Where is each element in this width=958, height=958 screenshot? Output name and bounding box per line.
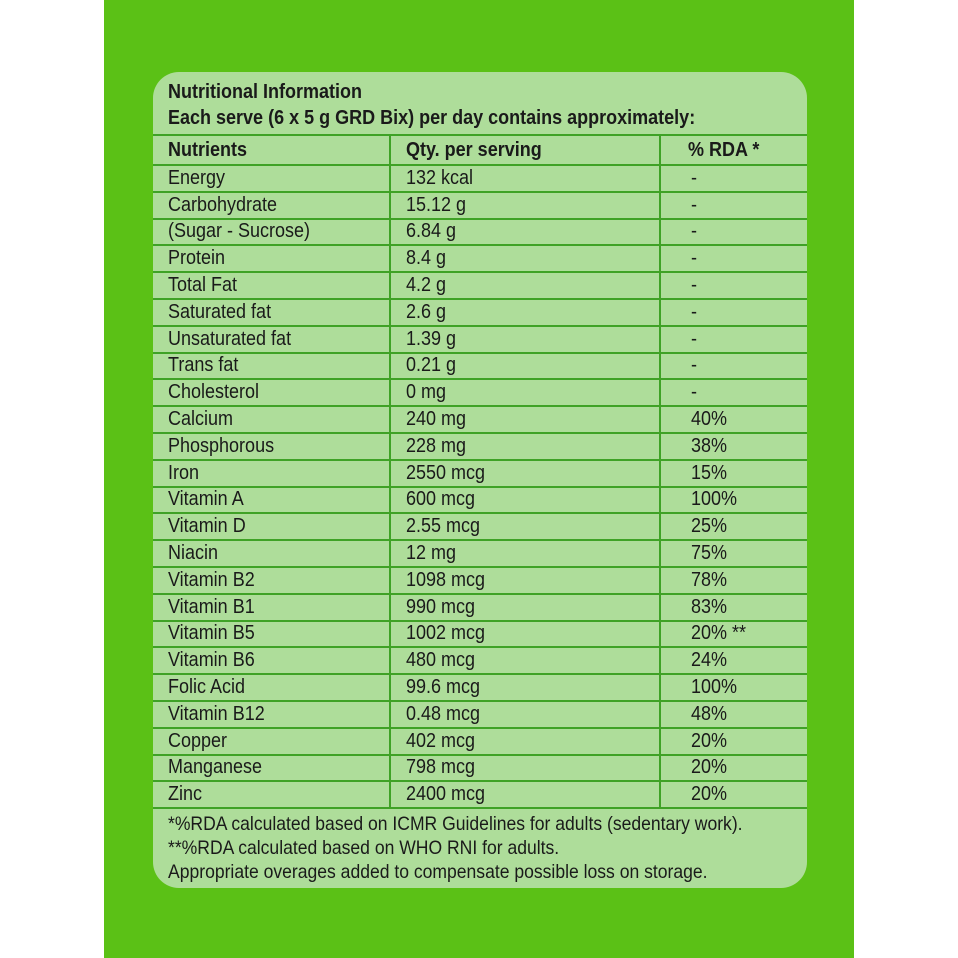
table-row bbox=[153, 406, 807, 433]
cell-nutrient: Zinc bbox=[153, 781, 390, 808]
table-row bbox=[153, 245, 807, 272]
nutrition-panel bbox=[153, 72, 807, 888]
table-header-row bbox=[153, 135, 807, 165]
cell-qty: 6.84 g bbox=[390, 219, 660, 246]
footnote-overages: Appropriate overages added to compensate possible loss on storage. bbox=[168, 861, 708, 883]
cell-qty: 8.4 g bbox=[390, 245, 660, 272]
cell-nutrient: Folic Acid bbox=[153, 674, 390, 701]
cell-qty: 132 kcal bbox=[390, 165, 660, 192]
cell-rda: - bbox=[660, 299, 807, 326]
cell-qty: 0.21 g bbox=[390, 353, 660, 380]
cell-rda: 100% bbox=[660, 674, 807, 701]
nutrition-heading bbox=[168, 79, 695, 131]
cell-rda: 20% bbox=[660, 728, 807, 755]
table-row bbox=[153, 272, 807, 299]
cell-rda: 15% bbox=[660, 460, 807, 487]
cell-qty: 2400 mcg bbox=[390, 781, 660, 808]
cell-qty: 1098 mcg bbox=[390, 567, 660, 594]
cell-rda: 20% bbox=[660, 755, 807, 782]
cell-qty: 15.12 g bbox=[390, 192, 660, 219]
cell-nutrient: Vitamin B2 bbox=[153, 567, 390, 594]
table-row bbox=[153, 219, 807, 246]
cell-nutrient: Iron bbox=[153, 460, 390, 487]
footnote-who: **%RDA calculated based on WHO RNI for adults. bbox=[168, 837, 560, 859]
cell-qty: 2550 mcg bbox=[390, 460, 660, 487]
cell-qty: 4.2 g bbox=[390, 272, 660, 299]
table-row bbox=[153, 567, 807, 594]
cell-nutrient: Vitamin B1 bbox=[153, 594, 390, 621]
header-qty: Qty. per serving bbox=[390, 135, 660, 165]
table-row bbox=[153, 379, 807, 406]
cell-rda: 25% bbox=[660, 513, 807, 540]
table-row bbox=[153, 621, 807, 648]
cell-nutrient: Protein bbox=[153, 245, 390, 272]
cell-qty: 600 mcg bbox=[390, 487, 660, 514]
cell-nutrient: Trans fat bbox=[153, 353, 390, 380]
header-rda: % RDA * bbox=[660, 135, 807, 165]
cell-rda: 38% bbox=[660, 433, 807, 460]
table-row bbox=[153, 674, 807, 701]
cell-qty: 99.6 mcg bbox=[390, 674, 660, 701]
cell-rda: - bbox=[660, 245, 807, 272]
cell-qty: 1.39 g bbox=[390, 326, 660, 353]
cell-nutrient: Energy bbox=[153, 165, 390, 192]
footnote-icmr: *%RDA calculated based on ICMR Guidelines for adults (sedentary work). bbox=[168, 813, 743, 835]
table-row bbox=[153, 781, 807, 808]
cell-rda: 20% bbox=[660, 781, 807, 808]
table-row bbox=[153, 647, 807, 674]
cell-rda: 78% bbox=[660, 567, 807, 594]
cell-nutrient: Manganese bbox=[153, 755, 390, 782]
cell-nutrient: Vitamin B12 bbox=[153, 701, 390, 728]
cell-nutrient: Unsaturated fat bbox=[153, 326, 390, 353]
cell-qty: 402 mcg bbox=[390, 728, 660, 755]
table-row bbox=[153, 433, 807, 460]
cell-nutrient: Vitamin B6 bbox=[153, 647, 390, 674]
cell-nutrient: Calcium bbox=[153, 406, 390, 433]
table-row bbox=[153, 755, 807, 782]
cell-nutrient: Vitamin B5 bbox=[153, 621, 390, 648]
cell-qty: 2.55 mcg bbox=[390, 513, 660, 540]
cell-nutrient: Copper bbox=[153, 728, 390, 755]
cell-nutrient: (Sugar - Sucrose) bbox=[153, 219, 390, 246]
cell-rda: 40% bbox=[660, 406, 807, 433]
cell-nutrient: Vitamin A bbox=[153, 487, 390, 514]
table-row bbox=[153, 540, 807, 567]
cell-rda: - bbox=[660, 326, 807, 353]
table-row bbox=[153, 326, 807, 353]
cell-qty: 1002 mcg bbox=[390, 621, 660, 648]
nutrition-subtitle: Each serve (6 x 5 g GRD Bix) per day contains approximately: bbox=[168, 107, 696, 129]
header-nutrients: Nutrients bbox=[153, 135, 390, 165]
table-row bbox=[153, 299, 807, 326]
footnotes bbox=[168, 812, 806, 884]
cell-nutrient: Niacin bbox=[153, 540, 390, 567]
table-row bbox=[153, 353, 807, 380]
cell-qty: 0.48 mcg bbox=[390, 701, 660, 728]
cell-nutrient: Carbohydrate bbox=[153, 192, 390, 219]
table-row bbox=[153, 460, 807, 487]
cell-qty: 0 mg bbox=[390, 379, 660, 406]
nutrition-title: Nutritional Information bbox=[168, 81, 362, 103]
cell-qty: 990 mcg bbox=[390, 594, 660, 621]
cell-qty: 228 mg bbox=[390, 433, 660, 460]
table-row bbox=[153, 701, 807, 728]
cell-rda: - bbox=[660, 379, 807, 406]
cell-nutrient: Cholesterol bbox=[153, 379, 390, 406]
cell-rda: - bbox=[660, 192, 807, 219]
cell-rda: 75% bbox=[660, 540, 807, 567]
cell-rda: - bbox=[660, 165, 807, 192]
cell-rda: - bbox=[660, 219, 807, 246]
cell-nutrient: Saturated fat bbox=[153, 299, 390, 326]
cell-qty: 798 mcg bbox=[390, 755, 660, 782]
table-row bbox=[153, 487, 807, 514]
cell-nutrient: Vitamin D bbox=[153, 513, 390, 540]
table-row bbox=[153, 192, 807, 219]
cell-qty: 240 mg bbox=[390, 406, 660, 433]
cell-rda: 100% bbox=[660, 487, 807, 514]
cell-nutrient: Phosphorous bbox=[153, 433, 390, 460]
cell-nutrient: Total Fat bbox=[153, 272, 390, 299]
cell-rda: 83% bbox=[660, 594, 807, 621]
nutrition-table bbox=[153, 134, 807, 809]
cell-qty: 480 mcg bbox=[390, 647, 660, 674]
table-row bbox=[153, 513, 807, 540]
cell-qty: 12 mg bbox=[390, 540, 660, 567]
cell-rda: 20% ** bbox=[660, 621, 807, 648]
cell-rda: 24% bbox=[660, 647, 807, 674]
table-row bbox=[153, 594, 807, 621]
table-row bbox=[153, 728, 807, 755]
cell-rda: 48% bbox=[660, 701, 807, 728]
table-row bbox=[153, 165, 807, 192]
cell-rda: - bbox=[660, 353, 807, 380]
cell-qty: 2.6 g bbox=[390, 299, 660, 326]
cell-rda: - bbox=[660, 272, 807, 299]
